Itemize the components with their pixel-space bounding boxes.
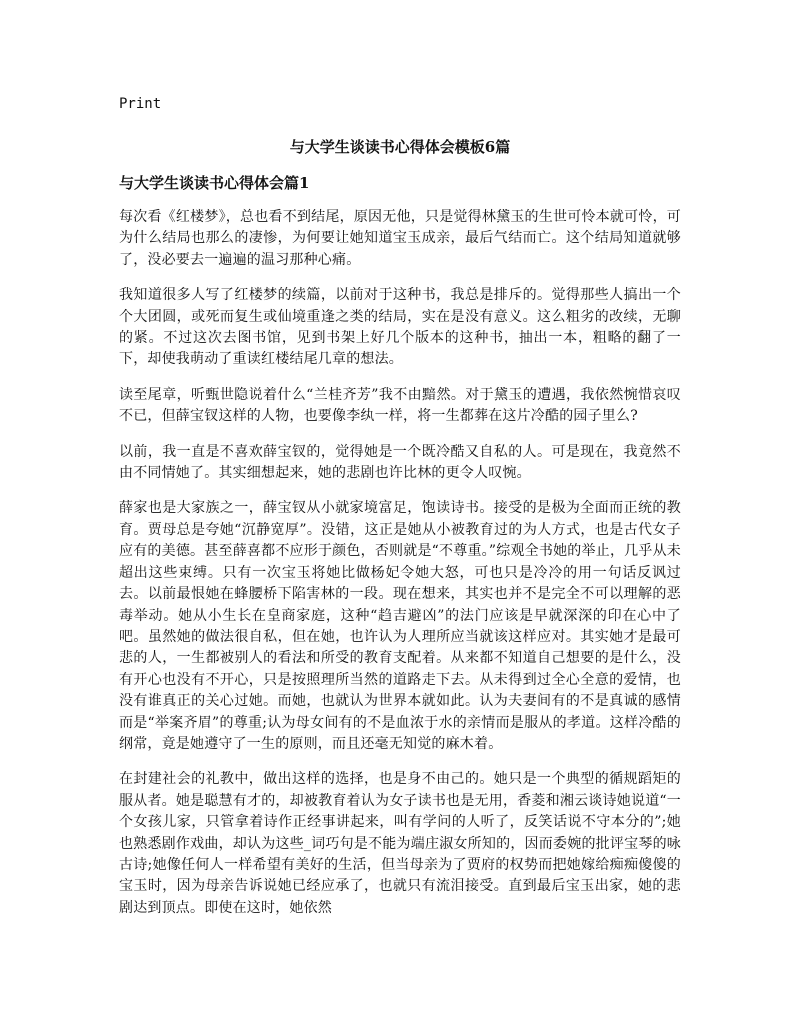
paragraph-1: 每次看《红楼梦》，总也看不到结尾，原因无他，只是觉得林黛玉的生世可怜本就可怜，可为什么结局也那么的凄惨，为何要让她知道宝玉成亲，最后气结而亡。这个结局知道就够了，没必要去一遍遍的温习那种心痛。 bbox=[119, 209, 681, 268]
section-heading: 与大学生谈读书心得体会篇1 bbox=[119, 174, 310, 192]
paragraph-2: 我知道很多人写了红楼梦的续篇，以前对于这种书，我总是排斥的。觉得那些人搞出一个个大团圆，或死而复生或仙境重逢之类的结局，实在是没有意义。这么粗劣的改续，无聊的紧。不过这次去图书馆，见到书架上好几个版本的这种书，抽出一本，粗略的翻了一下，却使我萌动了重读红楼结尾几章的想法。 bbox=[119, 287, 681, 368]
paragraph-4: 以前，我一直是不喜欢薛宝钗的，觉得她是一个既冷酷又自私的人。可是现在，我竟然不由不同情她了。其实细想起来，她的悲剧也许比林的更令人叹惋。 bbox=[119, 443, 681, 482]
paragraph-5: 薛家也是大家族之一，薛宝钗从小就家境富足，饱读诗书。接受的是极为全面而正统的教育。贾母总是夸她“沉静宽厚”。没错，这正是她从小被教育过的为人方式，也是古代女子应有的美德。甚至薛喜都不应形于颜色，否则就是“不尊重。”综观全书她的举止，几乎从未超出这些束缚。只有一次宝玉将她比做杨妃令她大怒，可也只是冷冷的用一句话反讽过去。以前最恨她在蜂腰桥下陷害林的一段。现在想来，其实也并不是完全不可以理解的恶毒举动。她从小生长在皇商家庭，这种“趋吉避凶”的法门应该是早就深深的印在心中了吧。虽然她的做法很自私，但在她，也许认为人理所应当就该这样应对。其实她才是最可悲的人，一生都被别人的看法和所受的教育支配着。从来都不知道自己想要的是什么，没有开心也没有不开心，只是按照理所当然的道路走下去。从未得到过全心全意的爱情，也没有谁真正的关心过她。而她，也就认为世界本就如此。认为夫妻间有的不是真诚的感情而是“举案齐眉”的尊重;认为母女间有的不是血浓于水的亲情而是服从的孝道。这样冷酷的纲常，竟是她遵守了一生的原则，而且还毫无知觉的麻木着。 bbox=[119, 500, 681, 752]
document-body bbox=[119, 207, 681, 933]
paragraph-3: 读至尾章，听甄世隐说着什么“兰桂齐芳”我不由黯然。对于黛玉的遭遇，我依然惋惜哀叹不已，但薛宝钗这样的人物，也要像李纨一样，将一生都葬在这片冷酷的园子里么? bbox=[119, 386, 681, 425]
paragraph-6: 在封建社会的礼教中，做出这样的选择，也是身不由己的。她只是一个典型的循规蹈矩的服从者。她是聪慧有才的，却被教育着认为女子读书也是无用，香菱和湘云谈诗她说道“一个女孩儿家，只管拿着诗作正经事讲起来，叫有学问的人听了，反笑话说不守本分的”;她也熟悉剧作戏曲，却认为这些_词巧句是不能为端庄淑女所知的，因而委婉的批评宝琴的咏古诗;她像任何人一样希望有美好的生活，但当母亲为了贾府的权势而把她嫁给痴痴傻傻的宝玉时，因为母亲告诉说她已经应承了，也就只有流泪接受。直到最后宝玉出家，她的悲剧达到顶点。即使在这时，她依然 bbox=[119, 771, 681, 916]
print-label: Print bbox=[119, 96, 162, 112]
document-title: 与大学生谈读书心得体会模板6篇 bbox=[289, 138, 511, 156]
